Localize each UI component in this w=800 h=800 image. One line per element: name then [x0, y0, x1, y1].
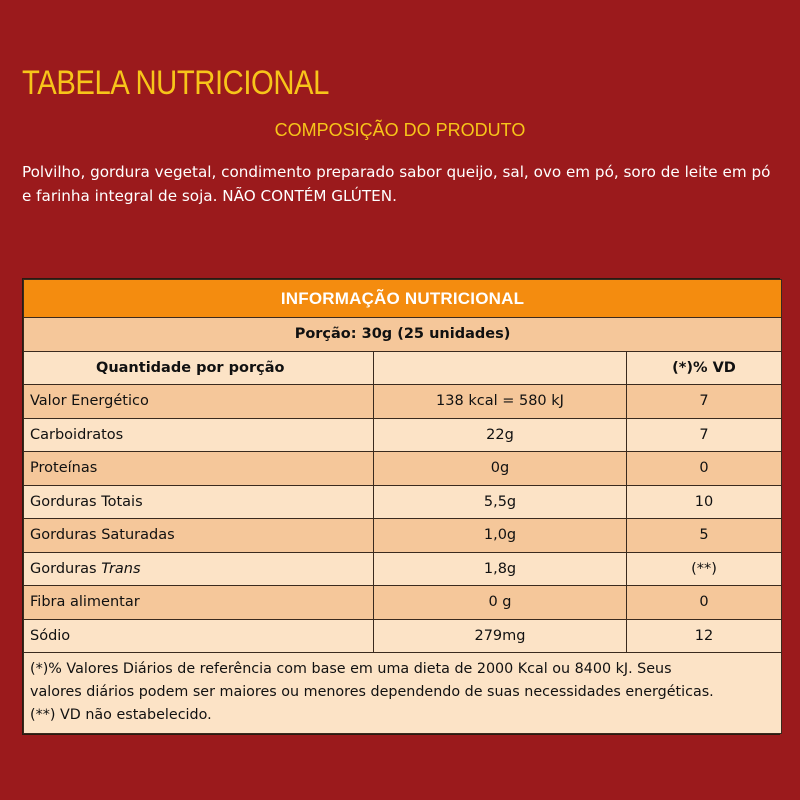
nutrient-amount: 138 kcal = 580 kJ [374, 385, 627, 419]
column-amount-header [374, 351, 627, 385]
table-row [24, 418, 782, 452]
nutrient-name: Fibra alimentar [24, 586, 374, 620]
nutrient-amount: 279mg [374, 619, 627, 653]
page-title: TABELA NUTRICIONAL [22, 64, 329, 102]
nutrient-amount: 5,5g [374, 485, 627, 519]
table-row [24, 519, 782, 553]
portion-row: Porção: 30g (25 unidades) [24, 318, 782, 352]
footnote [24, 653, 782, 734]
nutrient-vd: 0 [627, 586, 782, 620]
nutrient-name [24, 552, 374, 586]
nutrient-name: Sódio [24, 619, 374, 653]
table-row [24, 385, 782, 419]
nutrient-vd: 5 [627, 519, 782, 553]
nutrient-name: Gorduras Totais [24, 485, 374, 519]
table-row [24, 619, 782, 653]
nutrient-amount: 22g [374, 418, 627, 452]
nutrient-vd: 7 [627, 385, 782, 419]
table-row [24, 552, 782, 586]
column-vd-header: (*)% VD [627, 351, 782, 385]
nutrient-amount: 1,0g [374, 519, 627, 553]
nutrient-vd: 10 [627, 485, 782, 519]
nutrient-name-italic: Trans [101, 560, 141, 577]
nutrition-table [22, 278, 780, 735]
nutrient-vd: 12 [627, 619, 782, 653]
table-row [24, 586, 782, 620]
nutrient-name: Proteínas [24, 452, 374, 486]
ingredients-text: Polvilho, gordura vegetal, condimento preparado sabor queijo, sal, ovo em pó, soro de leite em pó e farinha integral de soja. NÃO CONTÉM GLÚTEN. [22, 163, 771, 205]
nutrient-vd: 7 [627, 418, 782, 452]
table-row [24, 452, 782, 486]
column-header-row [24, 351, 782, 385]
footnote-line: (**) VD não estabelecido. [30, 707, 212, 723]
nutrient-vd: 0 [627, 452, 782, 486]
section-subtitle: COMPOSIÇÃO DO PRODUTO [274, 120, 526, 140]
nutrient-amount: 0g [374, 452, 627, 486]
table-header: INFORMAÇÃO NUTRICIONAL [24, 280, 782, 318]
nutrient-vd: (**) [627, 552, 782, 586]
nutrient-name: Gorduras Saturadas [24, 519, 374, 553]
nutrient-amount: 0 g [374, 586, 627, 620]
column-quantity-header: Quantidade por porção [24, 351, 374, 385]
nutrient-name-prefix: Gorduras [30, 560, 102, 577]
nutrient-amount: 1,8g [374, 552, 627, 586]
nutrient-name: Carboidratos [24, 418, 374, 452]
table-row [24, 485, 782, 519]
nutrient-name: Valor Energético [24, 385, 374, 419]
footnote-line: (*)% Valores Diários de referência com base em uma dieta de 2000 Kcal ou 8400 kJ. Seus [30, 661, 672, 677]
footnote-line: valores diários podem ser maiores ou menores dependendo de suas necessidades energéticas. [30, 684, 714, 700]
